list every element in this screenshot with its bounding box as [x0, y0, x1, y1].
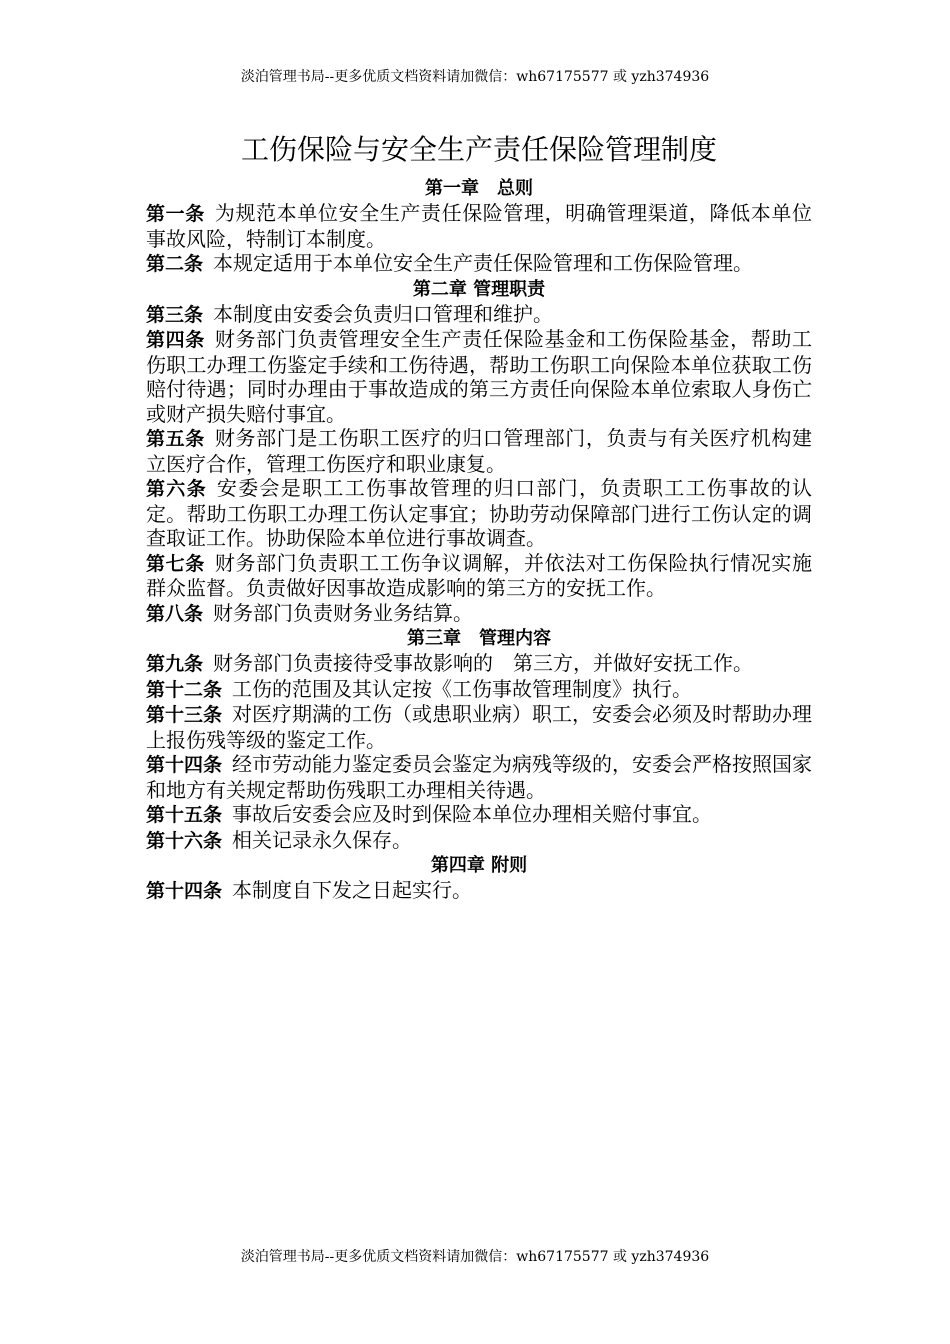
- document-body: [146, 130, 812, 904]
- article-number: 第八条: [146, 602, 204, 625]
- article-number: 第九条: [146, 653, 204, 675]
- article-text: 财务部门是工伤职工医疗的归口管理部门，负责与有关医疗机构建立医疗合作，管理工伤医疗和职业康复。: [146, 426, 812, 476]
- article-number: 第十四条: [146, 754, 223, 776]
- chapter-heading: 第二章 管理职责: [412, 278, 546, 300]
- article: [146, 327, 812, 426]
- article-number: 第十四条: [146, 880, 223, 902]
- article-text: 安委会是职工工伤事故管理的归口部门，负责职工工伤事故的认定。帮助工伤职工办理工伤认定事宜；协助劳动保障部门进行工伤认定的调查取证工作。协助保险本单位进行事故调查。: [146, 476, 812, 550]
- article: [146, 302, 812, 328]
- article-number: 第四条: [146, 329, 205, 351]
- article-number: 第七条: [146, 552, 205, 575]
- document-title: 工伤保险与安全生产责任保险管理制度: [240, 133, 717, 166]
- article: [146, 828, 812, 854]
- article-number: 第六条: [146, 478, 207, 500]
- article-text: 事故后安委会应及时到保险本单位办理相关赔付事宜。: [232, 802, 713, 826]
- article-text: 财务部门负责财务业务结算。: [213, 600, 474, 625]
- article-text: 工伤的范围及其认定按《工伤事故管理制度》执行。: [232, 676, 693, 701]
- article-text: 为规范本单位安全生产责任保险管理，明确管理渠道，降低本单位事故风险，特制订本制度。: [146, 201, 812, 251]
- article-text: 财务部门负责职工工伤争议调解，并依法对工伤保险执行情况实施群众监督。负责做好因事故造成影响的第三方的安抚工作。: [146, 550, 812, 600]
- article-number: 第三条: [146, 303, 204, 326]
- article-text: 对医疗期满的工伤（或患职业病）职工，安委会必须及时帮助办理上报伤残等级的鉴定工作。: [146, 702, 813, 752]
- article-text: 财务部门负责管理安全生产责任保险基金和工伤保险基金，帮助工伤职工办理工伤鉴定手续和工伤待遇，帮助工伤职工向保险本单位获取工伤赔付待遇；同时办理由于事故造成的第三方责任向保险本单位索取人身伤亡或财产损失赔付事宜。: [146, 327, 812, 426]
- article-number: 第二条: [146, 253, 204, 275]
- article-number: 第十五条: [146, 804, 223, 826]
- article-text: 经市劳动能力鉴定委员会鉴定为病残等级的，安委会严格按照国家和地方有关规定帮助伤残职工办理相关待遇。: [146, 752, 813, 802]
- article: [146, 601, 812, 627]
- article-number: 第十三条: [146, 704, 223, 726]
- article-text: 财务部门负责接待受事故影响的 第三方，并做好安抚工作。: [213, 651, 754, 675]
- article: [146, 651, 812, 677]
- article-text: 本制度由安委会负责归口管理和维护。: [213, 301, 554, 326]
- article: [146, 802, 812, 828]
- article-number: 第十六条: [146, 829, 223, 852]
- article-text: 相关记录永久保存。: [232, 827, 413, 852]
- chapter-heading: 第一章 总则: [425, 178, 533, 199]
- article-number: 第一条: [146, 203, 205, 225]
- article-text: 本制度自下发之日起实行。: [232, 878, 473, 902]
- article-number: 第五条: [146, 428, 205, 450]
- article-number: 第十二条: [146, 678, 223, 701]
- chapter-heading: 第四章 附则: [430, 855, 528, 876]
- page-footer-note: 淡泊管理书局--更多优质文档资料请加微信：wh67175577 或 yzh374936: [240, 1249, 710, 1265]
- article: [146, 251, 812, 277]
- page-header-note: 淡泊管理书局--更多优质文档资料请加微信：wh67175577 或 yzh374936: [240, 69, 710, 85]
- article: [146, 752, 812, 802]
- article: [146, 702, 812, 752]
- article: [146, 476, 812, 551]
- article: [146, 878, 812, 904]
- article-text: 本规定适用于本单位安全生产责任保险管理和工伤保险管理。: [213, 251, 754, 275]
- article: [146, 551, 812, 601]
- article: [146, 677, 812, 703]
- article: [146, 201, 812, 251]
- article: [146, 426, 812, 476]
- chapter-heading: 第三章 管理内容: [407, 628, 551, 649]
